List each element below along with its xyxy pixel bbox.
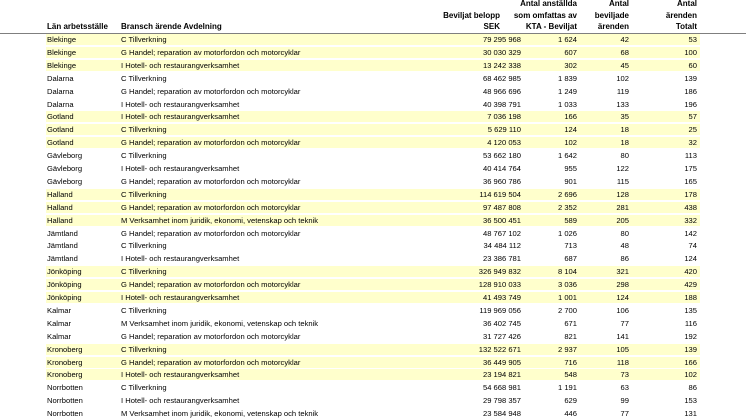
cell-lan: Kalmar [47,331,72,341]
table-row [46,279,700,290]
cell-bev: 133 [616,99,629,109]
cell-anst: 687 [564,254,577,264]
table-row [46,369,700,380]
table-row [46,331,700,342]
table-row [46,137,700,148]
cell-bransch: I Hotell- och restaurangverksamhet [121,293,240,302]
cell-tot: 165 [684,176,697,186]
cell-bransch: G Handel; reparation av motorfordon och motorcyklar [121,331,301,341]
cell-bransch: I Hotell- och restaurangverksamhet [121,254,240,264]
cell-tot: 116 [684,318,697,328]
cell-belopp: 53 662 180 [482,151,521,161]
cell-bransch: C Tillverkning [121,73,167,83]
table-row [46,408,700,419]
cell-lan: Dalarna [47,99,74,109]
cell-anst: 1 624 [557,35,577,44]
cell-bransch: I Hotell- och restaurangverksamhet [121,112,240,122]
cell-bev: 115 [616,176,629,186]
table-row [46,202,700,213]
cell-belopp: 114 619 504 [479,189,521,199]
cell-belopp: 7 036 198 [487,112,521,122]
cell-belopp: 132 522 671 [478,344,521,354]
cell-lan: Gotland [47,112,74,122]
cell-bransch: C Tillverkning [121,344,167,354]
cell-tot: 135 [684,305,697,315]
table-row [46,86,700,97]
cell-bransch: G Handel; reparation av motorfordon och motorcyklar [121,47,301,57]
cell-lan: Kalmar [47,318,72,328]
cell-bransch: G Handel; reparation av motorfordon och motorcyklar [121,202,301,212]
table-row [46,111,700,122]
cell-bev: 73 [620,370,629,380]
cell-bransch: G Handel; reparation av motorfordon och motorcyklar [121,280,301,290]
cell-bransch: I Hotell- och restaurangverksamhet [121,396,240,406]
cell-lan: Jämtland [47,254,78,264]
cell-bransch: G Handel; reparation av motorfordon och motorcyklar [121,86,301,96]
cell-belopp: 31 727 426 [482,331,521,341]
cell-tot: 175 [684,164,697,173]
cell-bev: 141 [616,331,629,341]
cell-belopp: 68 462 985 [482,73,521,83]
table-row [46,163,700,174]
cell-tot: 332 [684,215,697,225]
table-row [46,189,700,200]
cell-belopp: 36 449 905 [482,357,521,367]
cell-anst: 3 036 [557,280,577,290]
cell-bev: 48 [620,241,629,251]
cell-tot: 420 [684,267,697,277]
cell-lan: Halland [47,189,73,199]
cell-tot: 113 [684,151,697,161]
cell-bev: 122 [616,164,629,173]
cell-bev: 68 [620,47,629,57]
cell-bransch: I Hotell- och restaurangverksamhet [121,99,240,109]
cell-bev: 105 [616,344,629,354]
table-row [46,253,700,264]
cell-belopp: 79 295 968 [482,35,521,44]
cell-belopp: 40 414 764 [482,164,521,173]
cell-tot: 429 [684,280,697,290]
cell-anst: 548 [564,370,577,380]
cell-anst: 102 [564,138,577,148]
table-row [46,228,700,239]
cell-lan: Kronoberg [47,357,83,367]
cell-tot: 100 [684,47,697,57]
cell-bransch: I Hotell- och restaurangverksamhet [121,370,240,380]
cell-anst: 302 [564,60,577,70]
cell-anst: 8 104 [557,267,577,277]
cell-belopp: 36 500 451 [482,215,521,225]
cell-tot: 142 [684,228,697,238]
cell-tot: 192 [684,331,697,341]
cell-lan: Gävleborg [47,151,83,161]
header-belopp-line1: Beviljat belopp [443,11,500,20]
cell-bransch: G Handel; reparation av motorfordon och motorcyklar [121,176,301,186]
table-row [46,292,700,303]
cell-bev: 102 [616,73,629,83]
table-row [46,395,700,406]
cell-lan: Gotland [47,138,74,148]
cell-belopp: 97 487 808 [482,202,521,212]
cell-anst: 1 001 [557,293,577,302]
header-tot-line1: ärenden [665,11,697,20]
cell-lan: Dalarna [47,86,74,96]
cell-lan: Blekinge [47,60,77,70]
cell-lan: Gotland [47,125,74,135]
cell-lan: Jönköping [47,280,82,290]
cell-bev: 128 [616,189,629,199]
cell-tot: 186 [684,86,697,96]
cell-bev: 205 [616,215,629,225]
cell-bransch: M Verksamhet inom juridik, ekonomi, vetenskap och teknik [121,215,319,225]
cell-tot: 188 [684,293,697,302]
cell-belopp: 4 120 053 [487,138,521,148]
cell-bev: 80 [620,228,629,238]
cell-lan: Dalarna [47,73,74,83]
cell-anst: 589 [564,215,577,225]
cell-tot: 57 [688,112,697,122]
cell-bev: 77 [620,409,629,419]
cell-anst: 1 249 [557,86,577,96]
table-row [46,47,700,58]
header-lan: Län arbetsställe [47,22,108,31]
cell-tot: 86 [688,383,697,393]
cell-lan: Norrbotten [47,383,83,393]
cell-bransch: M Verksamhet inom juridik, ekonomi, vetenskap och teknik [121,409,319,419]
cell-tot: 139 [684,73,697,83]
table-row [46,318,700,329]
cell-bev: 298 [616,280,629,290]
cell-lan: Jönköping [47,293,82,302]
cell-bev: 63 [620,383,629,393]
cell-anst: 713 [564,241,577,251]
header-bev-line2: ärenden [597,22,629,31]
table-row [46,240,700,251]
cell-belopp: 23 584 948 [482,409,521,419]
cell-anst: 1 642 [557,151,577,161]
cell-tot: 102 [684,370,697,380]
cell-lan: Kronoberg [47,370,83,380]
cell-tot: 139 [684,344,697,354]
cell-tot: 178 [684,189,697,199]
cell-bev: 281 [616,202,629,212]
cell-lan: Halland [47,215,73,225]
header-belopp-line2: SEK [483,22,500,31]
cell-lan: Kalmar [47,305,72,315]
cell-anst: 1 033 [557,99,577,109]
cell-tot: 60 [688,60,697,70]
cell-bev: 77 [620,318,629,328]
cell-lan: Halland [47,202,73,212]
table-header [0,0,746,34]
table-row [46,305,700,316]
cell-belopp: 54 668 981 [482,383,521,393]
cell-lan: Jämtland [47,228,78,238]
cell-belopp: 48 767 102 [482,228,521,238]
cell-bev: 118 [616,357,629,367]
cell-anst: 1 026 [557,228,577,238]
cell-bransch: C Tillverkning [121,383,167,393]
cell-bransch: G Handel; reparation av motorfordon och motorcyklar [121,138,301,148]
header-anst-line0: Antal anställda [520,0,577,8]
table-row [46,382,700,393]
cell-bransch: C Tillverkning [121,35,167,44]
cell-anst: 671 [564,318,577,328]
cell-tot: 74 [688,241,697,251]
cell-lan: Kronoberg [47,344,83,354]
cell-anst: 446 [564,409,577,419]
cell-bev: 321 [616,267,629,277]
cell-bev: 35 [620,112,629,122]
cell-bransch: C Tillverkning [121,189,167,199]
cell-belopp: 128 910 033 [478,280,521,290]
cell-anst: 716 [564,357,577,367]
cell-anst: 2 700 [557,305,577,315]
cell-bev: 106 [616,305,629,315]
table-row [46,73,700,84]
cell-tot: 131 [684,409,697,419]
cell-anst: 2 696 [557,189,577,199]
cell-tot: 438 [684,202,697,212]
cell-anst: 955 [564,164,577,173]
cell-belopp: 5 629 110 [487,125,521,135]
cell-bev: 18 [620,125,629,135]
header-bev-line1: beviljade [594,11,629,20]
table-row [46,344,700,355]
cell-bev: 42 [620,35,629,44]
table-row [46,266,700,277]
cell-belopp: 34 484 112 [483,241,521,251]
header-bev-line0: Antal [609,0,629,8]
cell-bransch: C Tillverkning [121,305,167,315]
cell-bransch: G Handel; reparation av motorfordon och motorcyklar [121,228,301,238]
cell-anst: 2 937 [557,344,577,354]
header-bransch: Bransch ärende Avdelning [121,22,222,31]
cell-belopp: 40 398 791 [482,99,521,109]
cell-lan: Norrbotten [47,396,83,406]
cell-belopp: 23 194 821 [482,370,521,380]
cell-bev: 119 [616,86,629,96]
cell-anst: 166 [564,112,577,122]
cell-bransch: I Hotell- och restaurangverksamhet [121,164,240,173]
cell-bransch: C Tillverkning [121,125,167,135]
table-row [46,357,700,368]
cell-tot: 196 [684,99,697,109]
table-row [46,34,700,45]
cell-lan: Jönköping [47,267,82,277]
cell-bransch: C Tillverkning [121,151,167,161]
cell-tot: 153 [684,396,697,406]
cell-bev: 99 [620,396,629,406]
cell-tot: 25 [688,125,697,135]
cell-bransch: C Tillverkning [121,241,167,251]
cell-belopp: 326 949 832 [478,267,521,277]
cell-bev: 45 [620,60,629,70]
cell-bransch: C Tillverkning [121,267,167,277]
cell-belopp: 23 386 781 [482,254,521,264]
cell-tot: 124 [684,254,697,264]
cell-anst: 629 [564,396,577,406]
header-anst-line2: KTA - Beviljat [525,22,577,31]
cell-bransch: I Hotell- och restaurangverksamhet [121,60,240,70]
cell-anst: 1 839 [557,73,577,83]
cell-lan: Norrbotten [47,409,83,419]
cell-tot: 32 [688,138,697,148]
cell-lan: Blekinge [47,35,77,44]
cell-belopp: 36 402 745 [482,318,521,328]
header-tot-line2: Totalt [675,22,697,31]
cell-belopp: 119 969 056 [479,305,521,315]
cell-belopp: 30 030 329 [482,47,521,57]
cell-lan: Blekinge [47,47,77,57]
header-tot-line0: Antal [677,0,697,8]
cell-tot: 166 [684,357,697,367]
table-row [46,99,700,110]
cell-bransch: M Verksamhet inom juridik, ekonomi, vetenskap och teknik [121,318,319,328]
cell-belopp: 48 966 696 [482,86,521,96]
table-row [46,150,700,161]
cell-bransch: G Handel; reparation av motorfordon och motorcyklar [121,357,301,367]
cell-anst: 1 191 [557,383,577,393]
cell-anst: 821 [564,331,577,341]
cell-bev: 86 [620,254,629,264]
cell-lan: Jämtland [47,241,78,251]
cell-belopp: 13 242 338 [482,60,521,70]
header-anst-line1: som omfattas av [513,11,577,20]
cell-belopp: 29 798 357 [482,396,521,406]
table-row [46,215,700,226]
cell-anst: 2 352 [557,202,577,212]
table-row [46,176,700,187]
cell-lan: Gävleborg [47,164,83,173]
cell-anst: 901 [564,176,577,186]
cell-belopp: 41 493 749 [482,293,521,302]
cell-anst: 124 [564,125,577,135]
cell-lan: Gävleborg [47,176,83,186]
cell-tot: 53 [688,35,697,44]
cell-bev: 124 [616,293,629,302]
cell-anst: 607 [564,47,577,57]
cell-bev: 18 [620,138,629,148]
cell-belopp: 36 960 786 [482,176,521,186]
cell-bev: 80 [620,151,629,161]
table-row [46,124,700,135]
table-row [46,60,700,71]
